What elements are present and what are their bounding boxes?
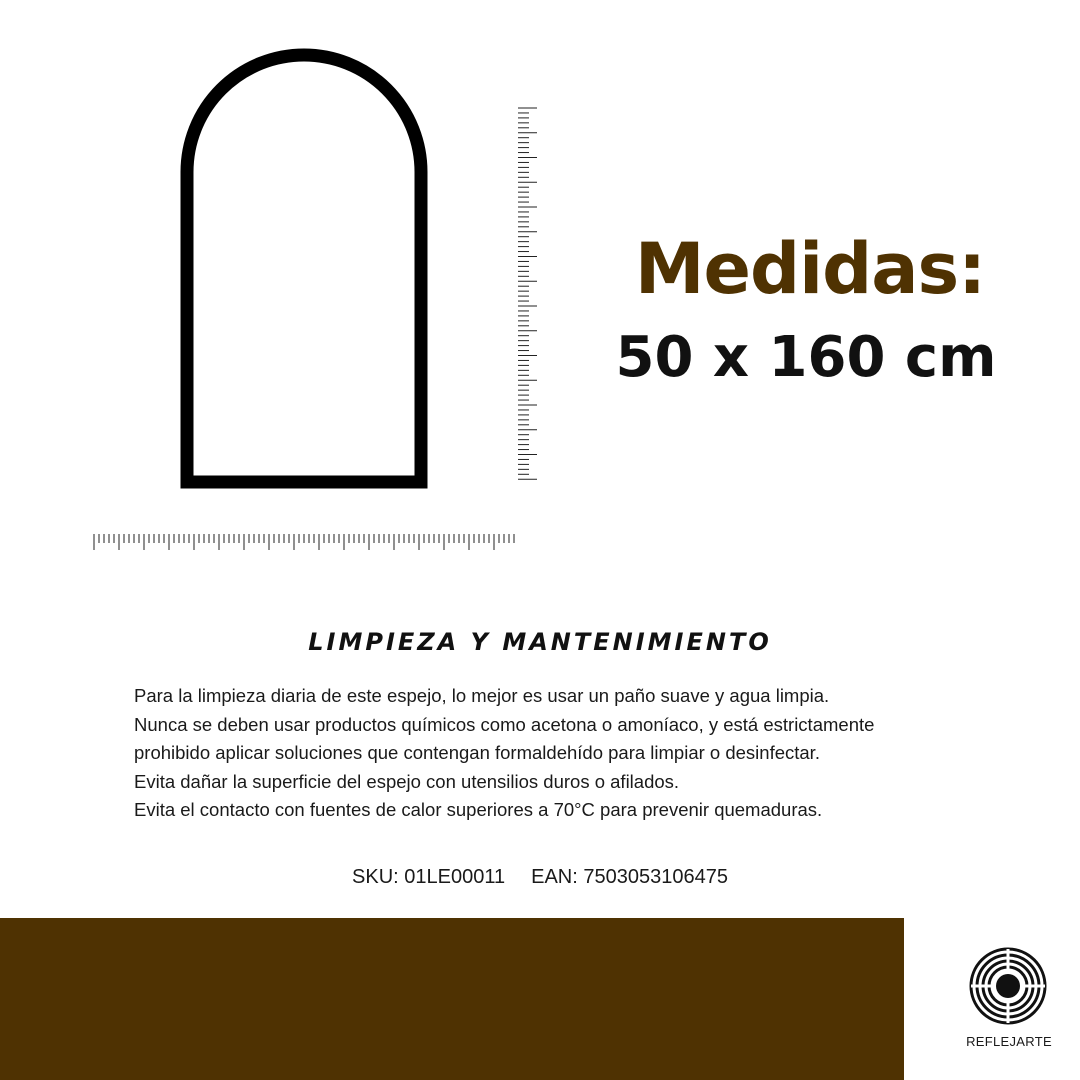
arch-mirror-shape — [187, 55, 421, 482]
footer-color-band — [0, 918, 904, 1080]
dimensions-title: Medidas: — [634, 228, 986, 310]
care-instructions — [134, 682, 984, 825]
product-codes — [0, 866, 1080, 889]
care-line: Nunca se deben usar productos químicos como acetona o amoníaco, y está estrictamente — [134, 713, 875, 735]
concentric-circles-logo-icon — [968, 946, 1048, 1026]
horizontal-ruler — [88, 528, 528, 558]
care-line: Evita el contacto con fuentes de calor superiores a 70°C para prevenir quemaduras. — [134, 799, 823, 820]
ean-code: EAN: 7503053106475 — [531, 866, 728, 888]
mirror-outline-illustration — [0, 0, 520, 500]
sku-code: SKU: 01LE00011 — [352, 866, 506, 888]
dimensions-size: 50 x 160 cm — [615, 325, 997, 390]
care-line: Evita dañar la superficie del espejo con utensilios duros o afilados. — [134, 770, 680, 792]
vertical-ruler — [510, 100, 550, 490]
brand-name: REFLEJARTE — [966, 1034, 1052, 1049]
care-heading: LIMPIEZA Y MANTENIMIENTO — [308, 628, 772, 656]
care-line: Para la limpieza diaria de este espejo, lo mejor es usar un paño suave y agua limpia. — [134, 685, 830, 706]
care-line: prohibido aplicar soluciones que contengan formaldehído para limpiar o desinfectar. — [134, 742, 820, 763]
